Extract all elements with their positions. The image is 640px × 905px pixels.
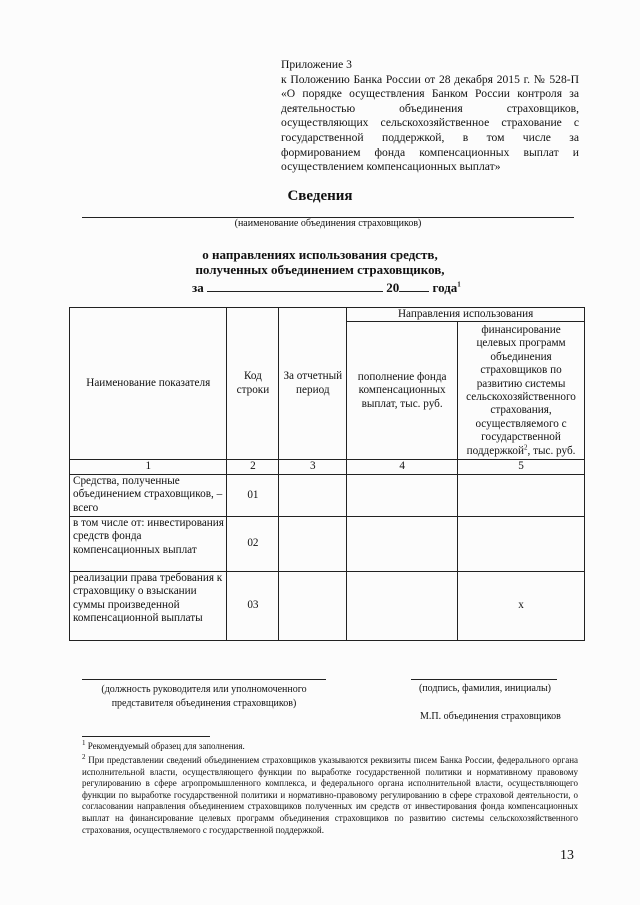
period-label: за <box>192 280 204 295</box>
footnote-mark: 2 <box>524 442 528 451</box>
header-programs-unit: , тыс. руб. <box>527 444 576 457</box>
position-caption: (должность руководителя или уполномоченного представителя объединения страховщиков) <box>101 684 307 709</box>
row-name: в том числе от: инвестирования средств фонда компенсационных выплат <box>70 516 227 571</box>
row-replenish <box>347 474 458 516</box>
row-name: Средства, полученные объединением страховщиков, – всего <box>70 474 227 516</box>
period-row <box>192 279 461 296</box>
row-period <box>279 571 347 640</box>
row-period <box>279 474 347 516</box>
row-code: 02 <box>227 516 279 571</box>
row-code: 03 <box>227 571 279 640</box>
signature-line <box>411 679 557 680</box>
row-period <box>279 516 347 571</box>
appendix-line: деятельностью объединения страховщиков, <box>281 101 579 115</box>
row-programs: x <box>458 571 585 640</box>
column-number: 5 <box>458 460 585 474</box>
footnote-mark: 1 <box>457 280 461 289</box>
row-programs <box>458 474 585 516</box>
header-replenish: пополнение фонда компенсационных выплат, тыс. руб. <box>347 322 458 460</box>
footnote-separator <box>82 736 210 737</box>
position-signature-line <box>82 679 326 680</box>
year-prefix: 20 <box>386 280 400 295</box>
row-name: реализации права требования к страховщику о взыскании суммы произведенной компенсационной выплаты <box>70 571 227 640</box>
table-row <box>70 516 585 571</box>
appendix-line: формированием фонда компенсационных выплат и <box>281 145 579 159</box>
appendix-line: осуществляющих сельскохозяйственное страхование с <box>281 116 579 130</box>
footnote-text: Рекомендуемый образец для заполнения. <box>87 741 245 751</box>
document-title: Сведения <box>287 188 353 204</box>
footnote-2 <box>82 755 578 836</box>
column-number: 2 <box>227 460 279 474</box>
subtitle-line: полученных объединением страховщиков, <box>195 262 445 277</box>
stamp-label: М.П. объединения страховщиков <box>420 711 561 722</box>
column-number: 4 <box>347 460 458 474</box>
row-programs <box>458 516 585 571</box>
org-name-caption: (наименование объединения страховщиков) <box>234 218 422 229</box>
column-number: 3 <box>279 460 347 474</box>
page-number: 13 <box>560 848 574 863</box>
column-numbers-row <box>70 460 585 474</box>
appendix-line: государственной поддержкой, в том числе за <box>281 130 579 144</box>
column-number: 1 <box>70 460 227 474</box>
table-row <box>70 571 585 640</box>
row-code: 01 <box>227 474 279 516</box>
header-indicator: Наименование показателя <box>70 308 227 460</box>
footnote-1 <box>82 741 245 751</box>
appendix-line: Приложение 3 <box>281 58 352 71</box>
appendix-line: осуществлением компенсационных выплат» <box>281 160 501 174</box>
appendix-line: «О порядке осуществления Банком России контроля за <box>281 87 579 101</box>
period-blank <box>207 279 383 292</box>
year-blank <box>399 279 429 292</box>
footnote-text: При представлении сведений объединением страховщиков указываются реквизиты писем Банка России, федерального органа исполнительной власти, осуществляющего функции по выработке государственной политики и нормативному правовому регулированию в сфере агропромышленного комплекса, и федерального органа исполнительной власти, осуществляющего функции по выработке государственной политики и нормативно-правовому регулированию в сфере страховой деятельности, о согласовании направления объединением страховщиков полученных им средств от инвестирования фонда компенсационных выплат на финансирование целевых программ объединения страховщиков по развитию системы сельскохозяйственного страхования, осуществляемого с государственной поддержкой. <box>82 755 578 835</box>
table-row <box>70 474 585 516</box>
footnote-mark: 2 <box>82 753 86 761</box>
appendix-line: к Положению Банка России от 28 декабря 2015 г. № 528-П <box>281 72 579 86</box>
header-code: Код строки <box>227 308 279 460</box>
header-period: За отчетный период <box>279 308 347 460</box>
signature-caption: (подпись, фамилия, инициалы) <box>418 683 552 694</box>
header-programs-text: финансирование целевых программ объединения страховщиков по развитию системы сельскохозяйственного страхования, осуществляемого с государственной поддержкой <box>466 323 576 457</box>
document-subtitle <box>0 247 640 277</box>
appendix-block <box>281 58 579 175</box>
row-replenish <box>347 571 458 640</box>
report-table <box>69 307 585 641</box>
year-suffix: года <box>432 280 458 295</box>
row-replenish <box>347 516 458 571</box>
subtitle-line: о направлениях использования средств, <box>202 247 438 262</box>
header-directions: Направления использования <box>347 308 585 322</box>
footnote-mark: 1 <box>82 739 86 747</box>
header-programs <box>458 322 585 460</box>
